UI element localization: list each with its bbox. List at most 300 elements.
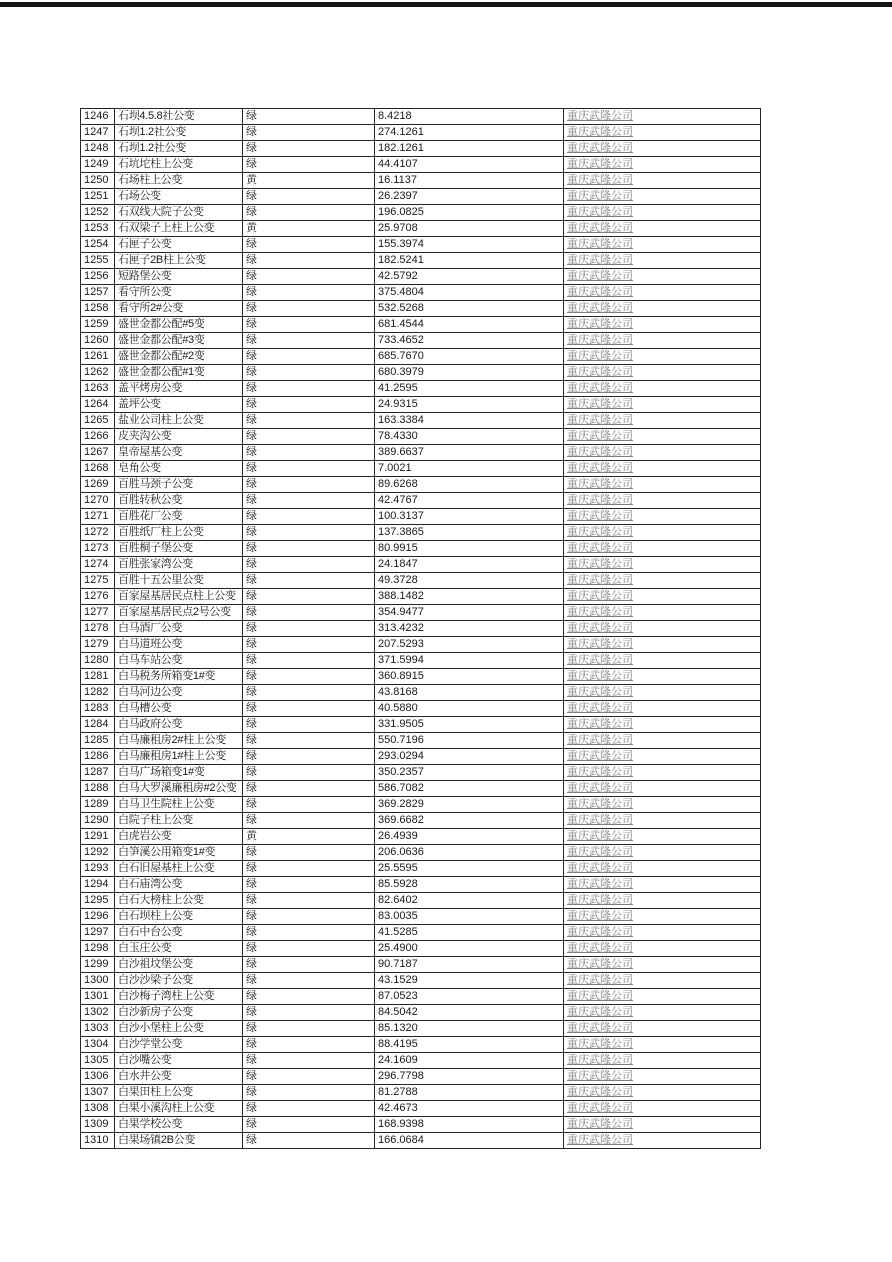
name-cell: 盛世金都公配#2变: [115, 349, 243, 365]
company-cell: [564, 237, 761, 253]
name-cell: 石匣子2B柱上公变: [115, 253, 243, 269]
company-link[interactable]: 重庆武隆公司: [567, 1070, 633, 1082]
status-cell: 绿: [243, 1069, 375, 1085]
company-cell: [564, 1117, 761, 1133]
company-link[interactable]: 重庆武隆公司: [567, 782, 633, 794]
company-cell: [564, 381, 761, 397]
name-cell: 白果小溪沟柱上公变: [115, 1101, 243, 1117]
company-link[interactable]: 重庆武隆公司: [567, 142, 633, 154]
name-cell: 盐业公司柱上公变: [115, 413, 243, 429]
row-id-cell: 1255: [81, 253, 115, 269]
company-link[interactable]: 重庆武隆公司: [567, 446, 633, 458]
company-link[interactable]: 重庆武隆公司: [567, 126, 633, 138]
company-link[interactable]: 重庆武隆公司: [567, 846, 633, 858]
table-row: [81, 621, 761, 637]
company-cell: [564, 429, 761, 445]
name-cell: 白笋溪公用箱变1#变: [115, 845, 243, 861]
name-cell: 白马槽公变: [115, 701, 243, 717]
row-id-cell: 1306: [81, 1069, 115, 1085]
company-link[interactable]: 重庆武隆公司: [567, 190, 633, 202]
table-row: [81, 605, 761, 621]
company-cell: [564, 109, 761, 125]
page-top-border: [0, 2, 892, 7]
row-id-cell: 1296: [81, 909, 115, 925]
transformer-table: [80, 108, 761, 1149]
row-id-cell: 1279: [81, 637, 115, 653]
name-cell: 石匣子公变: [115, 237, 243, 253]
status-cell: 绿: [243, 717, 375, 733]
row-id-cell: 1263: [81, 381, 115, 397]
table-row: [81, 973, 761, 989]
value-cell: 293.0294: [375, 749, 564, 765]
company-cell: [564, 957, 761, 973]
status-cell: 绿: [243, 605, 375, 621]
table-row: [81, 1101, 761, 1117]
value-cell: 83.0035: [375, 909, 564, 925]
status-cell: 绿: [243, 125, 375, 141]
company-cell: [564, 205, 761, 221]
table-row: [81, 717, 761, 733]
company-link[interactable]: 重庆武隆公司: [567, 254, 633, 266]
company-cell: [564, 685, 761, 701]
row-id-cell: 1293: [81, 861, 115, 877]
status-cell: 绿: [243, 1085, 375, 1101]
status-cell: 绿: [243, 109, 375, 125]
status-cell: 绿: [243, 941, 375, 957]
value-cell: 354.9477: [375, 605, 564, 621]
value-cell: 26.2397: [375, 189, 564, 205]
table-row: [81, 333, 761, 349]
company-link[interactable]: 重庆武隆公司: [567, 398, 633, 410]
name-cell: 白沙沙梁子公变: [115, 973, 243, 989]
row-id-cell: 1295: [81, 893, 115, 909]
company-cell: [564, 189, 761, 205]
table-row: [81, 893, 761, 909]
value-cell: 331.9505: [375, 717, 564, 733]
table-row: [81, 173, 761, 189]
name-cell: 石坝4.5.8社公变: [115, 109, 243, 125]
name-cell: 皮夹沟公变: [115, 429, 243, 445]
status-cell: 绿: [243, 253, 375, 269]
status-cell: 绿: [243, 557, 375, 573]
table-row: [81, 205, 761, 221]
name-cell: 百胜马颈子公变: [115, 477, 243, 493]
company-cell: [564, 765, 761, 781]
company-link[interactable]: 重庆武隆公司: [567, 1022, 633, 1034]
value-cell: 313.4232: [375, 621, 564, 637]
name-cell: 百胜纸厂柱上公变: [115, 525, 243, 541]
name-cell: 皇帝屋基公变: [115, 445, 243, 461]
row-id-cell: 1247: [81, 125, 115, 141]
company-link[interactable]: 重庆武隆公司: [567, 542, 633, 554]
name-cell: 白石坝柱上公变: [115, 909, 243, 925]
company-link[interactable]: 重庆武隆公司: [567, 286, 633, 298]
name-cell: 石双梁子上柱上公变: [115, 221, 243, 237]
company-link[interactable]: 重庆武隆公司: [567, 702, 633, 714]
name-cell: 白石中台公变: [115, 925, 243, 941]
table-row: [81, 317, 761, 333]
value-cell: 163.3384: [375, 413, 564, 429]
table-row: [81, 1069, 761, 1085]
table-row: [81, 429, 761, 445]
status-cell: 绿: [243, 637, 375, 653]
name-cell: 白马广场箱变1#变: [115, 765, 243, 781]
name-cell: 盖平烤房公变: [115, 381, 243, 397]
company-link[interactable]: 重庆武隆公司: [567, 686, 633, 698]
table-row: [81, 509, 761, 525]
name-cell: 盖坪公变: [115, 397, 243, 413]
row-id-cell: 1287: [81, 765, 115, 781]
name-cell: 白果田柱上公变: [115, 1085, 243, 1101]
company-link[interactable]: 重庆武隆公司: [567, 910, 633, 922]
name-cell: 石坑坨柱上公变: [115, 157, 243, 173]
company-cell: [564, 781, 761, 797]
value-cell: 25.5595: [375, 861, 564, 877]
company-link[interactable]: 重庆武隆公司: [567, 1086, 633, 1098]
table-row: [81, 1005, 761, 1021]
row-id-cell: 1271: [81, 509, 115, 525]
company-link[interactable]: 重庆武隆公司: [567, 862, 633, 874]
status-cell: 绿: [243, 845, 375, 861]
company-cell: [564, 941, 761, 957]
name-cell: 白石旧屋基柱上公变: [115, 861, 243, 877]
status-cell: 绿: [243, 141, 375, 157]
table-row: [81, 909, 761, 925]
status-cell: 绿: [243, 749, 375, 765]
status-cell: 绿: [243, 733, 375, 749]
status-cell: 绿: [243, 301, 375, 317]
company-cell: [564, 253, 761, 269]
row-id-cell: 1305: [81, 1053, 115, 1069]
table-row: [81, 1085, 761, 1101]
table-row: [81, 781, 761, 797]
company-cell: [564, 557, 761, 573]
company-cell: [564, 301, 761, 317]
status-cell: 绿: [243, 189, 375, 205]
company-link[interactable]: 重庆武隆公司: [567, 990, 633, 1002]
company-link[interactable]: 重庆武隆公司: [567, 430, 633, 442]
table-row: [81, 1021, 761, 1037]
table-row: [81, 413, 761, 429]
status-cell: 绿: [243, 157, 375, 173]
company-cell: [564, 637, 761, 653]
company-link[interactable]: 重庆武隆公司: [567, 174, 633, 186]
name-cell: 白沙新房子公变: [115, 1005, 243, 1021]
row-id-cell: 1268: [81, 461, 115, 477]
row-id-cell: 1252: [81, 205, 115, 221]
name-cell: 百家屋基居民点2号公变: [115, 605, 243, 621]
company-link[interactable]: 重庆武隆公司: [567, 558, 633, 570]
company-cell: [564, 989, 761, 1005]
company-link[interactable]: 重庆武隆公司: [567, 974, 633, 986]
value-cell: 24.1847: [375, 557, 564, 573]
status-cell: 绿: [243, 477, 375, 493]
company-cell: [564, 445, 761, 461]
name-cell: 白沙梅子湾柱上公变: [115, 989, 243, 1005]
company-link[interactable]: 重庆武隆公司: [567, 590, 633, 602]
status-cell: 绿: [243, 1133, 375, 1149]
company-cell: [564, 1021, 761, 1037]
row-id-cell: 1286: [81, 749, 115, 765]
name-cell: 白石庙湾公变: [115, 877, 243, 893]
company-link[interactable]: 重庆武隆公司: [567, 1054, 633, 1066]
name-cell: 白马廉租房1#柱上公变: [115, 749, 243, 765]
company-cell: [564, 845, 761, 861]
row-id-cell: 1270: [81, 493, 115, 509]
company-link[interactable]: 重庆武隆公司: [567, 654, 633, 666]
row-id-cell: 1283: [81, 701, 115, 717]
company-link[interactable]: 重庆武隆公司: [567, 302, 633, 314]
status-cell: 绿: [243, 621, 375, 637]
status-cell: 绿: [243, 237, 375, 253]
company-cell: [564, 1133, 761, 1149]
company-link[interactable]: 重庆武隆公司: [567, 478, 633, 490]
name-cell: 百胜转秋公变: [115, 493, 243, 509]
name-cell: 白沙小堡柱上公变: [115, 1021, 243, 1037]
company-link[interactable]: 重庆武隆公司: [567, 270, 633, 282]
company-link[interactable]: 重庆武隆公司: [567, 318, 633, 330]
row-id-cell: 1276: [81, 589, 115, 605]
value-cell: 24.9315: [375, 397, 564, 413]
status-cell: 绿: [243, 493, 375, 509]
table-row: [81, 749, 761, 765]
status-cell: 绿: [243, 781, 375, 797]
status-cell: 黄: [243, 829, 375, 845]
company-link[interactable]: 重庆武隆公司: [567, 414, 633, 426]
row-id-cell: 1301: [81, 989, 115, 1005]
company-link[interactable]: 重庆武隆公司: [567, 574, 633, 586]
table-row: [81, 157, 761, 173]
row-id-cell: 1266: [81, 429, 115, 445]
company-link[interactable]: 重庆武隆公司: [567, 622, 633, 634]
row-id-cell: 1290: [81, 813, 115, 829]
name-cell: 白马廉租房2#柱上公变: [115, 733, 243, 749]
table-row: [81, 1053, 761, 1069]
value-cell: 78.4330: [375, 429, 564, 445]
company-link[interactable]: 重庆武隆公司: [567, 670, 633, 682]
name-cell: 白马酒厂公变: [115, 621, 243, 637]
company-link[interactable]: 重庆武隆公司: [567, 878, 633, 890]
value-cell: 206.0636: [375, 845, 564, 861]
company-cell: [564, 605, 761, 621]
status-cell: 绿: [243, 925, 375, 941]
row-id-cell: 1310: [81, 1133, 115, 1149]
company-link[interactable]: 重庆武隆公司: [567, 1134, 633, 1146]
company-link[interactable]: 重庆武隆公司: [567, 766, 633, 778]
status-cell: 绿: [243, 541, 375, 557]
company-link[interactable]: 重庆武隆公司: [567, 1118, 633, 1130]
table-row: [81, 813, 761, 829]
table-row: [81, 637, 761, 653]
company-link[interactable]: 重庆武隆公司: [567, 718, 633, 730]
company-cell: [564, 893, 761, 909]
company-link[interactable]: 重庆武隆公司: [567, 382, 633, 394]
row-id-cell: 1259: [81, 317, 115, 333]
value-cell: 550.7196: [375, 733, 564, 749]
row-id-cell: 1248: [81, 141, 115, 157]
value-cell: 16.1137: [375, 173, 564, 189]
status-cell: 绿: [243, 861, 375, 877]
row-id-cell: 1256: [81, 269, 115, 285]
table-row: [81, 557, 761, 573]
company-link[interactable]: 重庆武隆公司: [567, 894, 633, 906]
value-cell: 49.3728: [375, 573, 564, 589]
value-cell: 733.4652: [375, 333, 564, 349]
value-cell: 80.9915: [375, 541, 564, 557]
table-row: [81, 733, 761, 749]
table-row: [81, 829, 761, 845]
value-cell: 42.4673: [375, 1101, 564, 1117]
name-cell: 白沙嘴公变: [115, 1053, 243, 1069]
company-link[interactable]: 重庆武隆公司: [567, 942, 633, 954]
company-link[interactable]: 重庆武隆公司: [567, 750, 633, 762]
row-id-cell: 1289: [81, 797, 115, 813]
value-cell: 84.5042: [375, 1005, 564, 1021]
name-cell: 白果学校公变: [115, 1117, 243, 1133]
company-link[interactable]: 重庆武隆公司: [567, 350, 633, 362]
name-cell: 白马大罗溪廉租房#2公变: [115, 781, 243, 797]
row-id-cell: 1291: [81, 829, 115, 845]
company-link[interactable]: 重庆武隆公司: [567, 1102, 633, 1114]
company-link[interactable]: 重庆武隆公司: [567, 334, 633, 346]
company-cell: [564, 925, 761, 941]
company-cell: [564, 589, 761, 605]
company-link[interactable]: 重庆武隆公司: [567, 110, 633, 122]
company-cell: [564, 157, 761, 173]
company-link[interactable]: 重庆武隆公司: [567, 462, 633, 474]
company-link[interactable]: 重庆武隆公司: [567, 814, 633, 826]
row-id-cell: 1272: [81, 525, 115, 541]
company-link[interactable]: 重庆武隆公司: [567, 238, 633, 250]
status-cell: 绿: [243, 765, 375, 781]
company-cell: [564, 525, 761, 541]
value-cell: 296.7798: [375, 1069, 564, 1085]
company-link[interactable]: 重庆武隆公司: [567, 734, 633, 746]
row-id-cell: 1280: [81, 653, 115, 669]
value-cell: 41.5285: [375, 925, 564, 941]
value-cell: 350.2357: [375, 765, 564, 781]
status-cell: 黄: [243, 221, 375, 237]
status-cell: 绿: [243, 445, 375, 461]
value-cell: 43.1529: [375, 973, 564, 989]
company-cell: [564, 717, 761, 733]
company-link[interactable]: 重庆武隆公司: [567, 830, 633, 842]
company-cell: [564, 1053, 761, 1069]
value-cell: 274.1261: [375, 125, 564, 141]
name-cell: 白水井公变: [115, 1069, 243, 1085]
table-row: [81, 1133, 761, 1149]
company-cell: [564, 541, 761, 557]
name-cell: 百胜桐子堡公变: [115, 541, 243, 557]
row-id-cell: 1294: [81, 877, 115, 893]
name-cell: 白马河边公变: [115, 685, 243, 701]
value-cell: 24.1609: [375, 1053, 564, 1069]
value-cell: 532.5268: [375, 301, 564, 317]
company-link[interactable]: 重庆武隆公司: [567, 526, 633, 538]
status-cell: 绿: [243, 653, 375, 669]
name-cell: 白马税务所箱变1#变: [115, 669, 243, 685]
name-cell: 白虎岩公变: [115, 829, 243, 845]
company-cell: [564, 621, 761, 637]
status-cell: 绿: [243, 1101, 375, 1117]
status-cell: 绿: [243, 317, 375, 333]
company-link[interactable]: 重庆武隆公司: [567, 494, 633, 506]
company-link[interactable]: 重庆武隆公司: [567, 206, 633, 218]
row-id-cell: 1278: [81, 621, 115, 637]
value-cell: 196.0825: [375, 205, 564, 221]
value-cell: 166.0684: [375, 1133, 564, 1149]
value-cell: 7.0021: [375, 461, 564, 477]
row-id-cell: 1304: [81, 1037, 115, 1053]
company-link[interactable]: 重庆武隆公司: [567, 606, 633, 618]
row-id-cell: 1308: [81, 1101, 115, 1117]
row-id-cell: 1253: [81, 221, 115, 237]
status-cell: 绿: [243, 957, 375, 973]
table-row: [81, 125, 761, 141]
name-cell: 看守所2#公变: [115, 301, 243, 317]
name-cell: 百胜十五公里公变: [115, 573, 243, 589]
value-cell: 41.2595: [375, 381, 564, 397]
table-row: [81, 397, 761, 413]
company-cell: [564, 509, 761, 525]
value-cell: 685.7670: [375, 349, 564, 365]
company-link[interactable]: 重庆武隆公司: [567, 958, 633, 970]
table-row: [81, 701, 761, 717]
company-link[interactable]: 重庆武隆公司: [567, 222, 633, 234]
company-cell: [564, 493, 761, 509]
company-cell: [564, 573, 761, 589]
company-link[interactable]: 重庆武隆公司: [567, 1038, 633, 1050]
value-cell: 375.4804: [375, 285, 564, 301]
company-link[interactable]: 重庆武隆公司: [567, 158, 633, 170]
company-cell: [564, 285, 761, 301]
status-cell: 绿: [243, 1053, 375, 1069]
value-cell: 40.5880: [375, 701, 564, 717]
status-cell: 绿: [243, 397, 375, 413]
name-cell: 皂角公变: [115, 461, 243, 477]
value-cell: 85.5928: [375, 877, 564, 893]
table-row: [81, 957, 761, 973]
value-cell: 586.7082: [375, 781, 564, 797]
table-row: [81, 237, 761, 253]
status-cell: 绿: [243, 525, 375, 541]
row-id-cell: 1275: [81, 573, 115, 589]
table-row: [81, 221, 761, 237]
row-id-cell: 1299: [81, 957, 115, 973]
table-row: [81, 573, 761, 589]
company-cell: [564, 173, 761, 189]
company-link[interactable]: 重庆武隆公司: [567, 638, 633, 650]
name-cell: 盛世金都公配#5变: [115, 317, 243, 333]
value-cell: 89.6268: [375, 477, 564, 493]
company-cell: [564, 909, 761, 925]
table-row: [81, 109, 761, 125]
company-cell: [564, 125, 761, 141]
company-link[interactable]: 重庆武隆公司: [567, 510, 633, 522]
value-cell: 25.9708: [375, 221, 564, 237]
table-row: [81, 493, 761, 509]
table-row: [81, 589, 761, 605]
company-link[interactable]: 重庆武隆公司: [567, 926, 633, 938]
value-cell: 207.5293: [375, 637, 564, 653]
company-link[interactable]: 重庆武隆公司: [567, 1006, 633, 1018]
company-link[interactable]: 重庆武隆公司: [567, 366, 633, 378]
status-cell: 绿: [243, 909, 375, 925]
status-cell: 绿: [243, 989, 375, 1005]
company-link[interactable]: 重庆武隆公司: [567, 798, 633, 810]
company-cell: [564, 733, 761, 749]
value-cell: 360.8915: [375, 669, 564, 685]
